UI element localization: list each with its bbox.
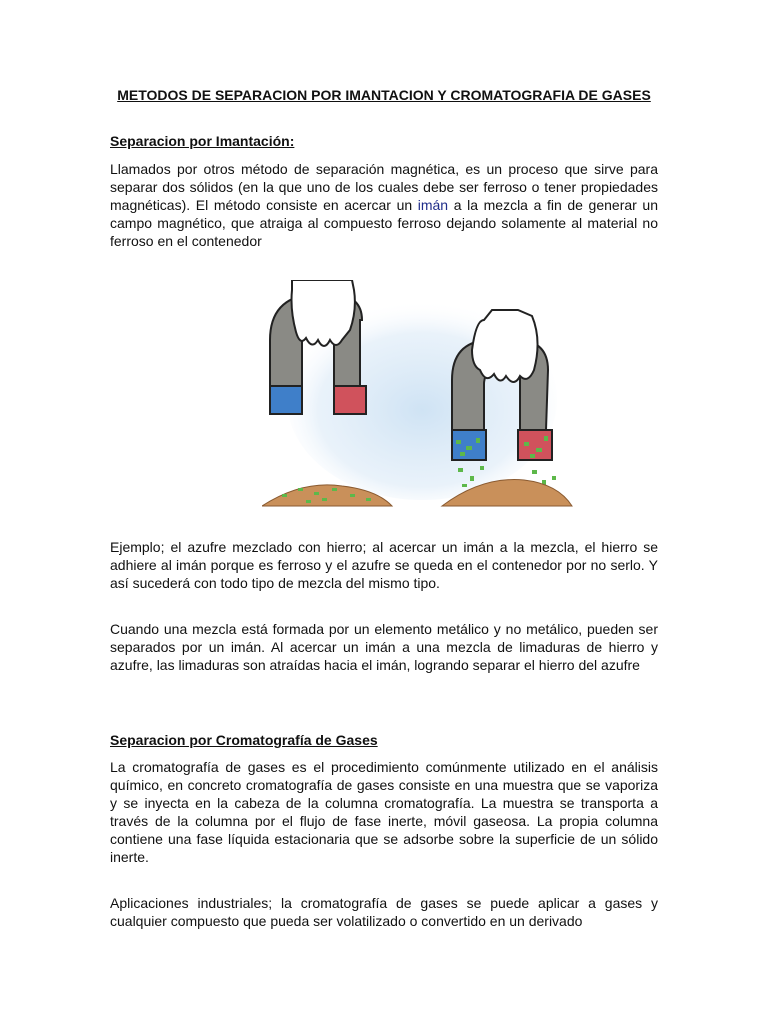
magnet-separation-illustration [262,280,592,520]
iman-link[interactable]: imán [417,197,449,213]
paragraph-cromatografia: La cromatografía de gases es el procedimiento comúnmente utilizado en el análisis químico, en concreto cromatografía de gases consiste en una muestra que se vaporiza y se inyecta en la cabeza de la columna cromatografía. La muestra se transporta a través de la columna por el flujo de fase inerte, móvil gaseosa. La propia columna contiene una fase líquida estacionaria que se adsorbe sobre la superficie de un sólido inerte. [110,759,658,865]
section-heading-cromatografia: Separacion por Cromatografía de Gases [110,732,378,748]
paragraph-text: a la mezcla a fin de generar un campo magnético, que atraiga al compuesto ferroso dejando solamente al material no ferroso en el contenedor [110,197,658,249]
paragraph-imantacion-intro [110,160,658,250]
paragraph-text: Llamados por otros método de separación magnética, es un proceso que sirve para separar dos sólidos (en la que uno de los cuales debe ser ferroso o tener propiedades magnéticas). El método consiste en acercar un [110,161,658,213]
paragraph-aplicaciones: Aplicaciones industriales; la cromatografía de gases se puede aplicar a gases y cualquier compuesto que pueda ser volatilizado o convertido en un derivado [110,895,658,929]
paragraph-ejemplo: Ejemplo; el azufre mezclado con hierro; al acercar un imán a la mezcla, el hierro se adhiere al imán porque es ferroso y el azufre se queda en el contenedor por no serlo. Y así sucederá con todo tipo de mezcla del mismo tipo. [110,539,658,591]
paragraph-mezcla-metalica: Cuando una mezcla está formada por un elemento metálico y no metálico, pueden ser separados por un imán. Al acercar un imán a una mezcla de limaduras de hierro y azufre, las limaduras son atraídas hacia el imán, logrando separar el hierro del azufre [110,621,658,673]
page-title: METODOS DE SEPARACION POR IMANTACION Y CROMATOGRAFIA DE GASES [117,87,651,103]
left-hand-icon [292,280,355,346]
section-heading-imantacion: Separacion por Imantación: [110,133,295,149]
right-hand-icon [472,310,538,382]
